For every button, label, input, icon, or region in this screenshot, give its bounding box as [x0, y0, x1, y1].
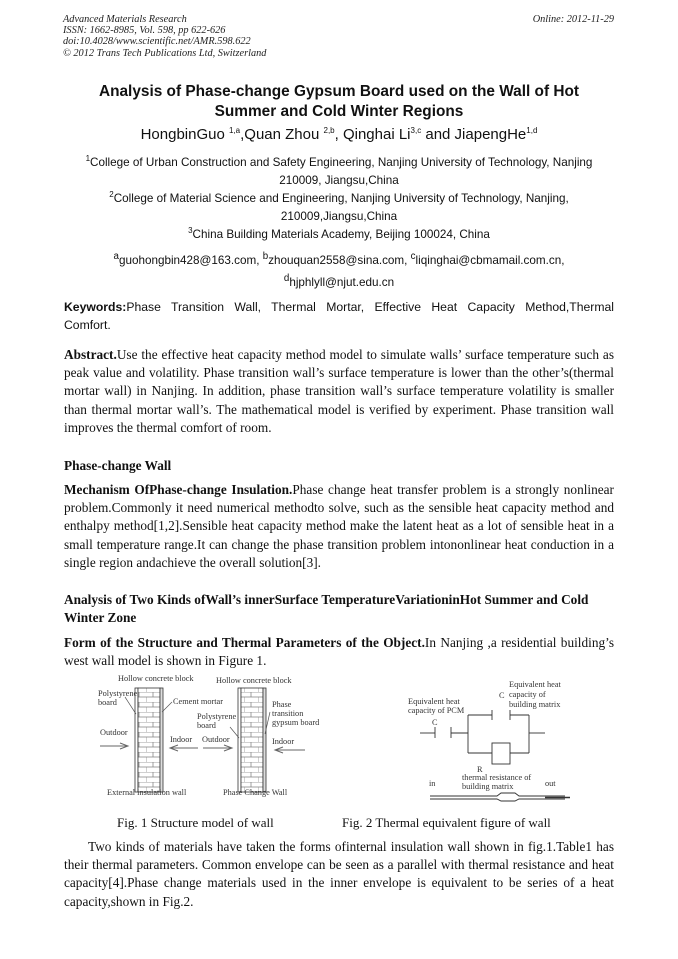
- affiliation-text: College of Material Science and Engineering, Nanjing University of Technology, Nanjing,: [113, 192, 569, 205]
- affiliation-sup: 2: [109, 190, 114, 200]
- issn-line: ISSN: 1662-8985, Vol. 598, pp 622-626: [63, 25, 226, 37]
- author-emails: [58, 248, 620, 292]
- figure-label: Outdoor: [202, 735, 230, 744]
- email-link[interactable]: guohongbin428@163.com,: [118, 253, 263, 267]
- figure-label: thermal resistance of: [462, 773, 532, 782]
- affiliation-text: 210009, Jiangsu,China: [279, 174, 399, 187]
- author-sup: 2,b: [323, 126, 335, 135]
- paper-title: [64, 82, 614, 122]
- author-sup: 1,d: [526, 126, 538, 135]
- figure-label: Outdoor: [100, 728, 128, 737]
- figure-label: R: [477, 765, 483, 774]
- author-sup: 1,a: [228, 126, 241, 135]
- figure-label: Equivalent heat: [509, 680, 561, 689]
- figure-label: Polystyrene: [98, 689, 138, 698]
- figure-label: Hollow concrete block: [216, 676, 292, 685]
- figure-label: capacity of: [509, 690, 546, 699]
- author-name: HongbinGuo: [140, 126, 229, 143]
- affiliations: [58, 154, 620, 244]
- copyright-line: © 2012 Trans Tech Publications Ltd, Switzerland: [63, 47, 267, 59]
- figure-label: Indoor: [170, 735, 193, 744]
- figure-label: C: [499, 691, 505, 700]
- figure-label: Indoor: [272, 737, 295, 746]
- figure-label: building matrix: [509, 700, 561, 709]
- section-paragraph: Two kinds of materials have taken the forms ofinternal insulation wall shown in fig.1.Table1 has their thermal parameters. Common envelope can be seen as a parallel with thermal resistance and heat capacity[4].Phase change materials used in the inner envelope is equivalent to be series of a heat capacity,shown in Fig.2.: [64, 839, 614, 909]
- figure-label: Cement mortar: [173, 697, 223, 706]
- figure-label: Phase: [272, 700, 292, 709]
- subsection-heading: Mechanism OfPhase-change Insulation.: [64, 482, 293, 497]
- author-list: [64, 126, 614, 143]
- section-heading: Analysis of Two Kinds ofWall’s innerSurface TemperatureVariationinHot Summer and Cold Winter Zone: [64, 592, 589, 625]
- figure-label: in: [429, 779, 436, 788]
- abstract-label: Abstract.: [64, 347, 117, 362]
- figure-label: Equivalent heat: [408, 697, 460, 706]
- affiliation-text: 210009,Jiangsu,China: [280, 210, 398, 223]
- email-link[interactable]: liqinghai@cbmamail.com.cn,: [415, 253, 565, 267]
- figure-label: Polystyrene: [197, 712, 237, 721]
- email-sup: a: [113, 251, 119, 262]
- figure-1-structure-model: [90, 672, 330, 802]
- keywords-text: Phase Transition Wall, Thermal Mortar, Effective Heat Capacity Method,Thermal: [126, 300, 614, 314]
- title-line-1: Analysis of Phase-change Gypsum Board used on the Wall of Hot: [98, 83, 580, 100]
- affiliation-2: [58, 190, 620, 208]
- figure-label: External insulation wall: [107, 788, 187, 797]
- affiliation-1: [58, 154, 620, 172]
- figure-label: Hollow concrete block: [118, 674, 194, 683]
- title-line-2: Summer and Cold Winter Regions: [214, 103, 464, 120]
- journal-name: Advanced Materials Research: [63, 14, 187, 25]
- keywords: [64, 298, 614, 334]
- author-name: , Qinghai Li: [334, 126, 411, 143]
- affiliation-text: College of Urban Construction and Safety Engineering, Nanjing University of Technology, Nanjing: [90, 156, 593, 169]
- section-heading: Phase-change Wall: [64, 458, 172, 473]
- figure-label: transition: [272, 709, 304, 718]
- section-paragraph: [64, 634, 614, 670]
- figure-label: board: [98, 698, 117, 707]
- affiliation-text: China Building Materials Academy, Beijing 100024, China: [192, 228, 490, 241]
- paragraph-text: In Nanjing ,a residential building’s west wall model is shown in Figure 1.: [64, 635, 614, 669]
- figure-label: building matrix: [462, 782, 514, 791]
- figure-label: gypsum board: [272, 718, 320, 727]
- email-link[interactable]: zhouquan2558@sina.com,: [268, 253, 411, 267]
- affiliation-sup: 3: [188, 226, 193, 236]
- figure-label: C: [432, 718, 438, 727]
- section-paragraph: [64, 481, 614, 572]
- author-name: ,Quan Zhou: [240, 126, 324, 143]
- author-name: and JiapengHe: [421, 126, 527, 143]
- keywords-label: Keywords:: [64, 300, 127, 314]
- figure-2-caption: Fig. 2 Thermal equivalent figure of wall: [342, 815, 551, 830]
- online-date: Online: 2012-11-29: [532, 14, 614, 25]
- figure-2-thermal-equivalent: [395, 672, 625, 802]
- email-sup: b: [262, 251, 269, 262]
- email-sup: c: [410, 251, 416, 262]
- figure-label: capacity of PCM: [408, 706, 465, 715]
- author-sup: 3,c: [410, 126, 422, 135]
- figure-label: out: [545, 779, 556, 788]
- abstract: [64, 346, 614, 437]
- affiliation-sup: 1: [85, 154, 91, 164]
- keywords-line-1: [64, 298, 614, 316]
- doi-line: doi:10.4028/www.scientific.net/AMR.598.622: [63, 36, 251, 48]
- figure-label: board: [197, 721, 216, 730]
- figure-1-caption: Fig. 1 Structure model of wall: [117, 815, 274, 830]
- abstract-text: Use the effective heat capacity method model to simulate walls’ surface temperature such as peak value and volatility. Phase transition wall’s surface temperature is lower than the other’s(thermal mortar wall) in Nanjing. In addition, phase transition wall’s surface temperature volatility is smaller than thermal mortar wall’s. The mathematical model is verified by experiment. Phase transition wall improves the thermal comfort of room.: [64, 347, 614, 435]
- email-link[interactable]: hjphlyll@njut.edu.cn: [289, 275, 395, 289]
- figure-label: Phase Change Wall: [223, 788, 288, 797]
- journal-header: [63, 14, 266, 59]
- subsection-heading: Form of the Structure and Thermal Parameters of the Object.: [64, 635, 425, 650]
- keywords-text: Comfort.: [64, 318, 111, 332]
- paragraph-text: Phase change heat transfer problem is a strongly nonlinear problem.Commonly it need numerical methodto solve, such as the sensible heat capacity method and enthalpy method[1,2].Sensible heat capacity method make the latent heat as a lot of sensible heat in a small temperature range.It can change the phase transition problem intononlinear heat conduction in a single region andachieve the overall solution[3].: [64, 482, 614, 570]
- email-sup: d: [283, 272, 290, 284]
- affiliation-3: [58, 226, 620, 244]
